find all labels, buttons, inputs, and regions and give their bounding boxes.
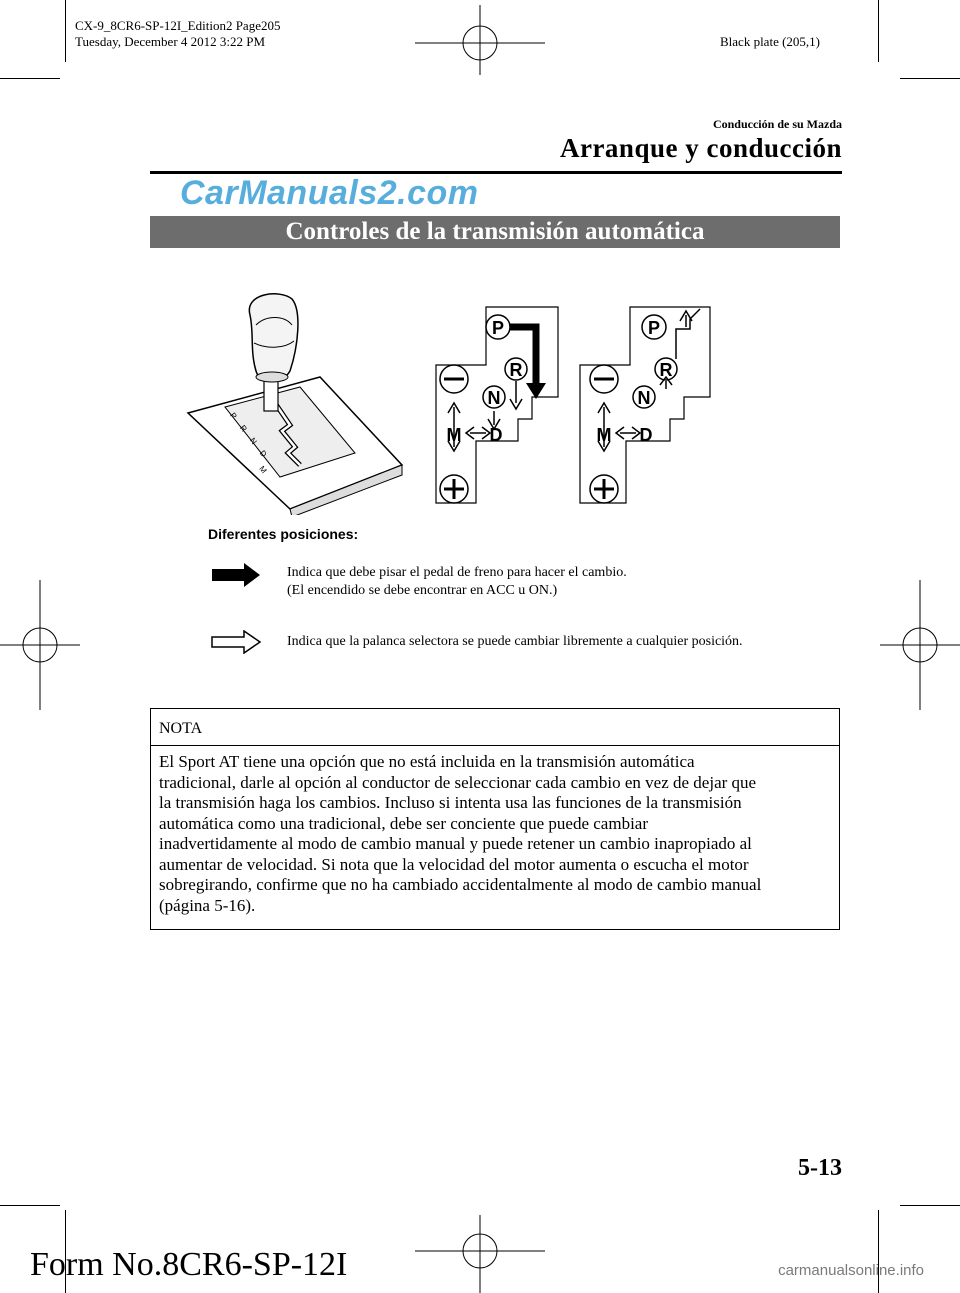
note-heading: NOTA <box>151 709 839 746</box>
gate2-label-d: D <box>639 425 653 445</box>
note-line: inadvertidamente al modo de cambio manual y puede retener un cambio inapropiado al <box>159 834 752 853</box>
gate1-label-m: M <box>446 425 462 445</box>
legend-text-line: Indica que debe pisar el pedal de freno para hacer el cambio. <box>287 565 627 580</box>
print-info-line1: CX-9_8CR6-SP-12I_Edition2 Page205 <box>75 18 281 33</box>
watermark-logo: CarManuals2.com <box>180 174 479 212</box>
note-body <box>151 746 839 922</box>
note-line: El Sport AT tiene una opción que no está incluida en la transmisión automática <box>159 752 695 771</box>
section-title: Arranque y conducción <box>559 133 842 163</box>
crop-mark <box>900 78 960 79</box>
legend-text-line: (El encendido se debe encontrar en ACC u ON.) <box>287 583 558 598</box>
console-letter-n: N <box>247 436 259 447</box>
console-letter-r: R <box>238 423 249 434</box>
positions-label: Diferentes posiciones: <box>208 526 359 542</box>
note-line: (página 5-16). <box>159 895 256 915</box>
crop-mark <box>900 1205 960 1206</box>
note-line: aumentar de velocidad. Si nota que la velocidad del motor aumenta o escucha el motor <box>159 854 749 874</box>
registration-mark-left <box>0 580 80 710</box>
plate-info: Black plate (205,1) <box>720 34 820 49</box>
banner-title: Controles de la transmisión automática <box>150 216 840 248</box>
crop-mark <box>0 78 60 79</box>
shift-gate-outline <box>580 307 710 503</box>
gate2-label-n: N <box>637 388 651 408</box>
note-line: tradicional, darle al opción al conductor de seleccionar cada cambio en vez de dejar que <box>159 772 757 792</box>
gate1-label-n: N <box>487 388 501 408</box>
shift-lever-diagram <box>180 285 740 515</box>
crop-mark <box>878 0 879 62</box>
gate2-label-r: R <box>659 360 673 380</box>
outline-arrow-icon <box>210 630 262 654</box>
shift-gate-solid <box>436 307 558 503</box>
legend-item-solid <box>287 564 627 600</box>
chapter-title: Conducción de su Mazda <box>712 117 842 131</box>
legend-item-outline <box>287 633 743 651</box>
page-number: 5-13 <box>798 1155 842 1181</box>
crop-mark <box>0 1205 60 1206</box>
form-number: Form No.8CR6-SP-12I <box>30 1246 348 1283</box>
registration-mark-top <box>415 5 545 75</box>
console-letter-p: P <box>228 410 239 421</box>
note-line: sobregirando, confirme que no ha cambiado accidentalmente al modo de cambio manual <box>159 875 762 894</box>
solid-arrow-icon <box>210 563 262 587</box>
gate1-label-p: P <box>491 318 505 338</box>
crop-mark <box>65 0 66 62</box>
gate2-label-p: P <box>647 318 661 338</box>
footer-site-watermark: carmanualsonline.info <box>778 1262 924 1279</box>
gate1-label-d: D <box>489 425 503 445</box>
gate2-label-m: M <box>596 425 612 445</box>
note-box <box>150 708 840 930</box>
note-line: automática como una tradicional, debe ser conciente que puede cambiar <box>159 813 648 833</box>
legend-text-line: Indica que la palanca selectora se puede cambiar libremente a cualquier posición. <box>287 634 743 649</box>
shift-lever-illustration <box>188 294 402 515</box>
registration-mark-right <box>880 580 960 710</box>
print-info <box>75 18 280 50</box>
registration-mark-bottom <box>415 1215 545 1293</box>
gate1-label-r: R <box>509 360 523 380</box>
print-info-line2: Tuesday, December 4 2012 3:22 PM <box>75 34 266 49</box>
note-line: la transmisión haga los cambios. Incluso si intenta usa las funciones de la transmisión <box>159 793 742 812</box>
console-letter-m: M <box>257 464 269 476</box>
crop-mark <box>878 1210 879 1293</box>
console-letter-d: D <box>257 448 269 459</box>
